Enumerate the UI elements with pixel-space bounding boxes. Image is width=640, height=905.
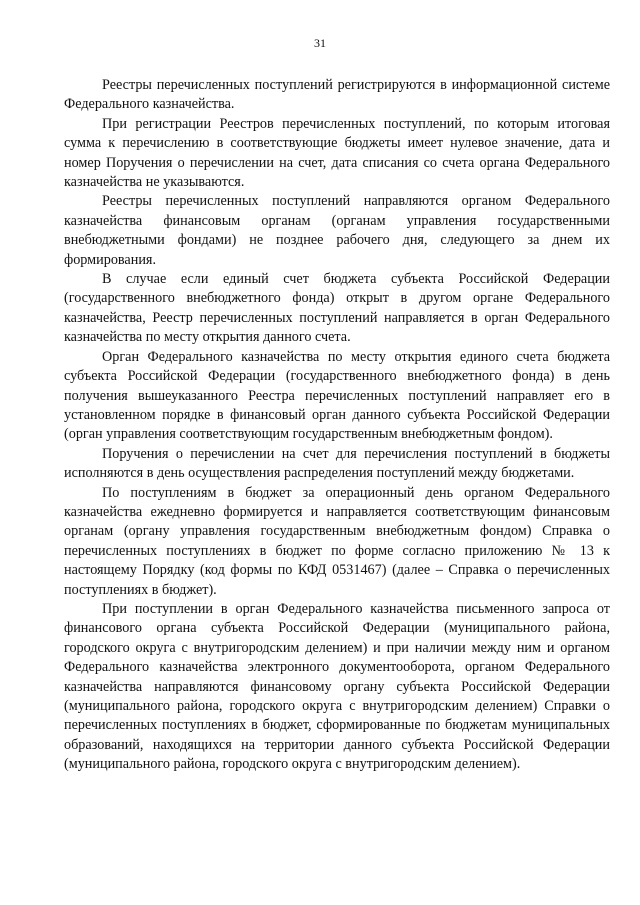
- paragraph-other-treasury-account: В случае если единый счет бюджета субъекта Российской Федерации (государственного внебюджетного фонда) открыт в другом органе Федерального казначейства, Реестр перечисленных поступлений направляется в орган Федерального казначейства по месту открытия данного счета.: [64, 271, 610, 346]
- paragraph-zero-sum-registries: При регистрации Реестров перечисленных поступлений, по которым итоговая сумма к перечислению в соответствующие бюджеты имеет нулевое значение, дата и номер Поручения о перечислении на счет, дата списания со счета органа Федерального казначейства не указываются.: [64, 115, 610, 191]
- paragraph-registry-dispatch: Реестры перечисленных поступлений направляются органом Федерального казначейства финансовым органам (органам управления государственными внебюджетными фондами) не позднее рабочего дня, следующего за днем их формирования.: [64, 193, 610, 268]
- page-number: 31: [314, 36, 326, 50]
- paragraph-forwarding-registry: Орган Федерального казначейства по месту открытия единого счета бюджета субъекта Российской Федерации (государственного внебюджетного фонда) в день получения вышеуказанного Реестра перечисленных поступлений направляет его в установленном порядке в финансовый орган данного субъекта Российской Федерации (орган управления соответствующим государственным внебюджетным фондом).: [64, 348, 610, 443]
- document-body: [64, 76, 610, 775]
- paragraph-written-request: При поступлении в орган Федерального казначейства письменного запроса от финансового органа субъекта Российской Федерации (муниципального района, городского округа с внутригородским делением) и при наличии между ним и органом Федерального казначейства электронного документооборота, органом Федерального казначейства направляются финансовому органу субъекта Российской Федерации (муниципального района, городского округа с внутригородским делением) Справки о перечисленных поступлениях в бюджет, сформированные по бюджетам муниципальных образований, находящихся на территории данного субъекта Российской Федерации (муниципального района, городского округа с внутригородским делением).: [64, 600, 610, 773]
- paragraph-payment-orders: Поручения о перечислении на счет для перечисления поступлений в бюджеты исполняются в день осуществления распределения поступлений между бюджетами.: [64, 445, 610, 482]
- paragraph-daily-certificate: По поступлениям в бюджет за операционный день органом Федерального казначейства ежедневно формируется и направляется соответствующим финансовым органам (органу управления государственным внебюджетным фондом) Справка о перечисленных поступлениях в бюджет по форме согласно приложению № 13 к настоящему Порядку (код формы по КФД 0531467) (далее – Справка о перечисленных поступлениях в бюджет).: [64, 484, 610, 598]
- paragraph-registry-registration: Реестры перечисленных поступлений регистрируются в информационной системе Федерального казначейства.: [64, 77, 610, 113]
